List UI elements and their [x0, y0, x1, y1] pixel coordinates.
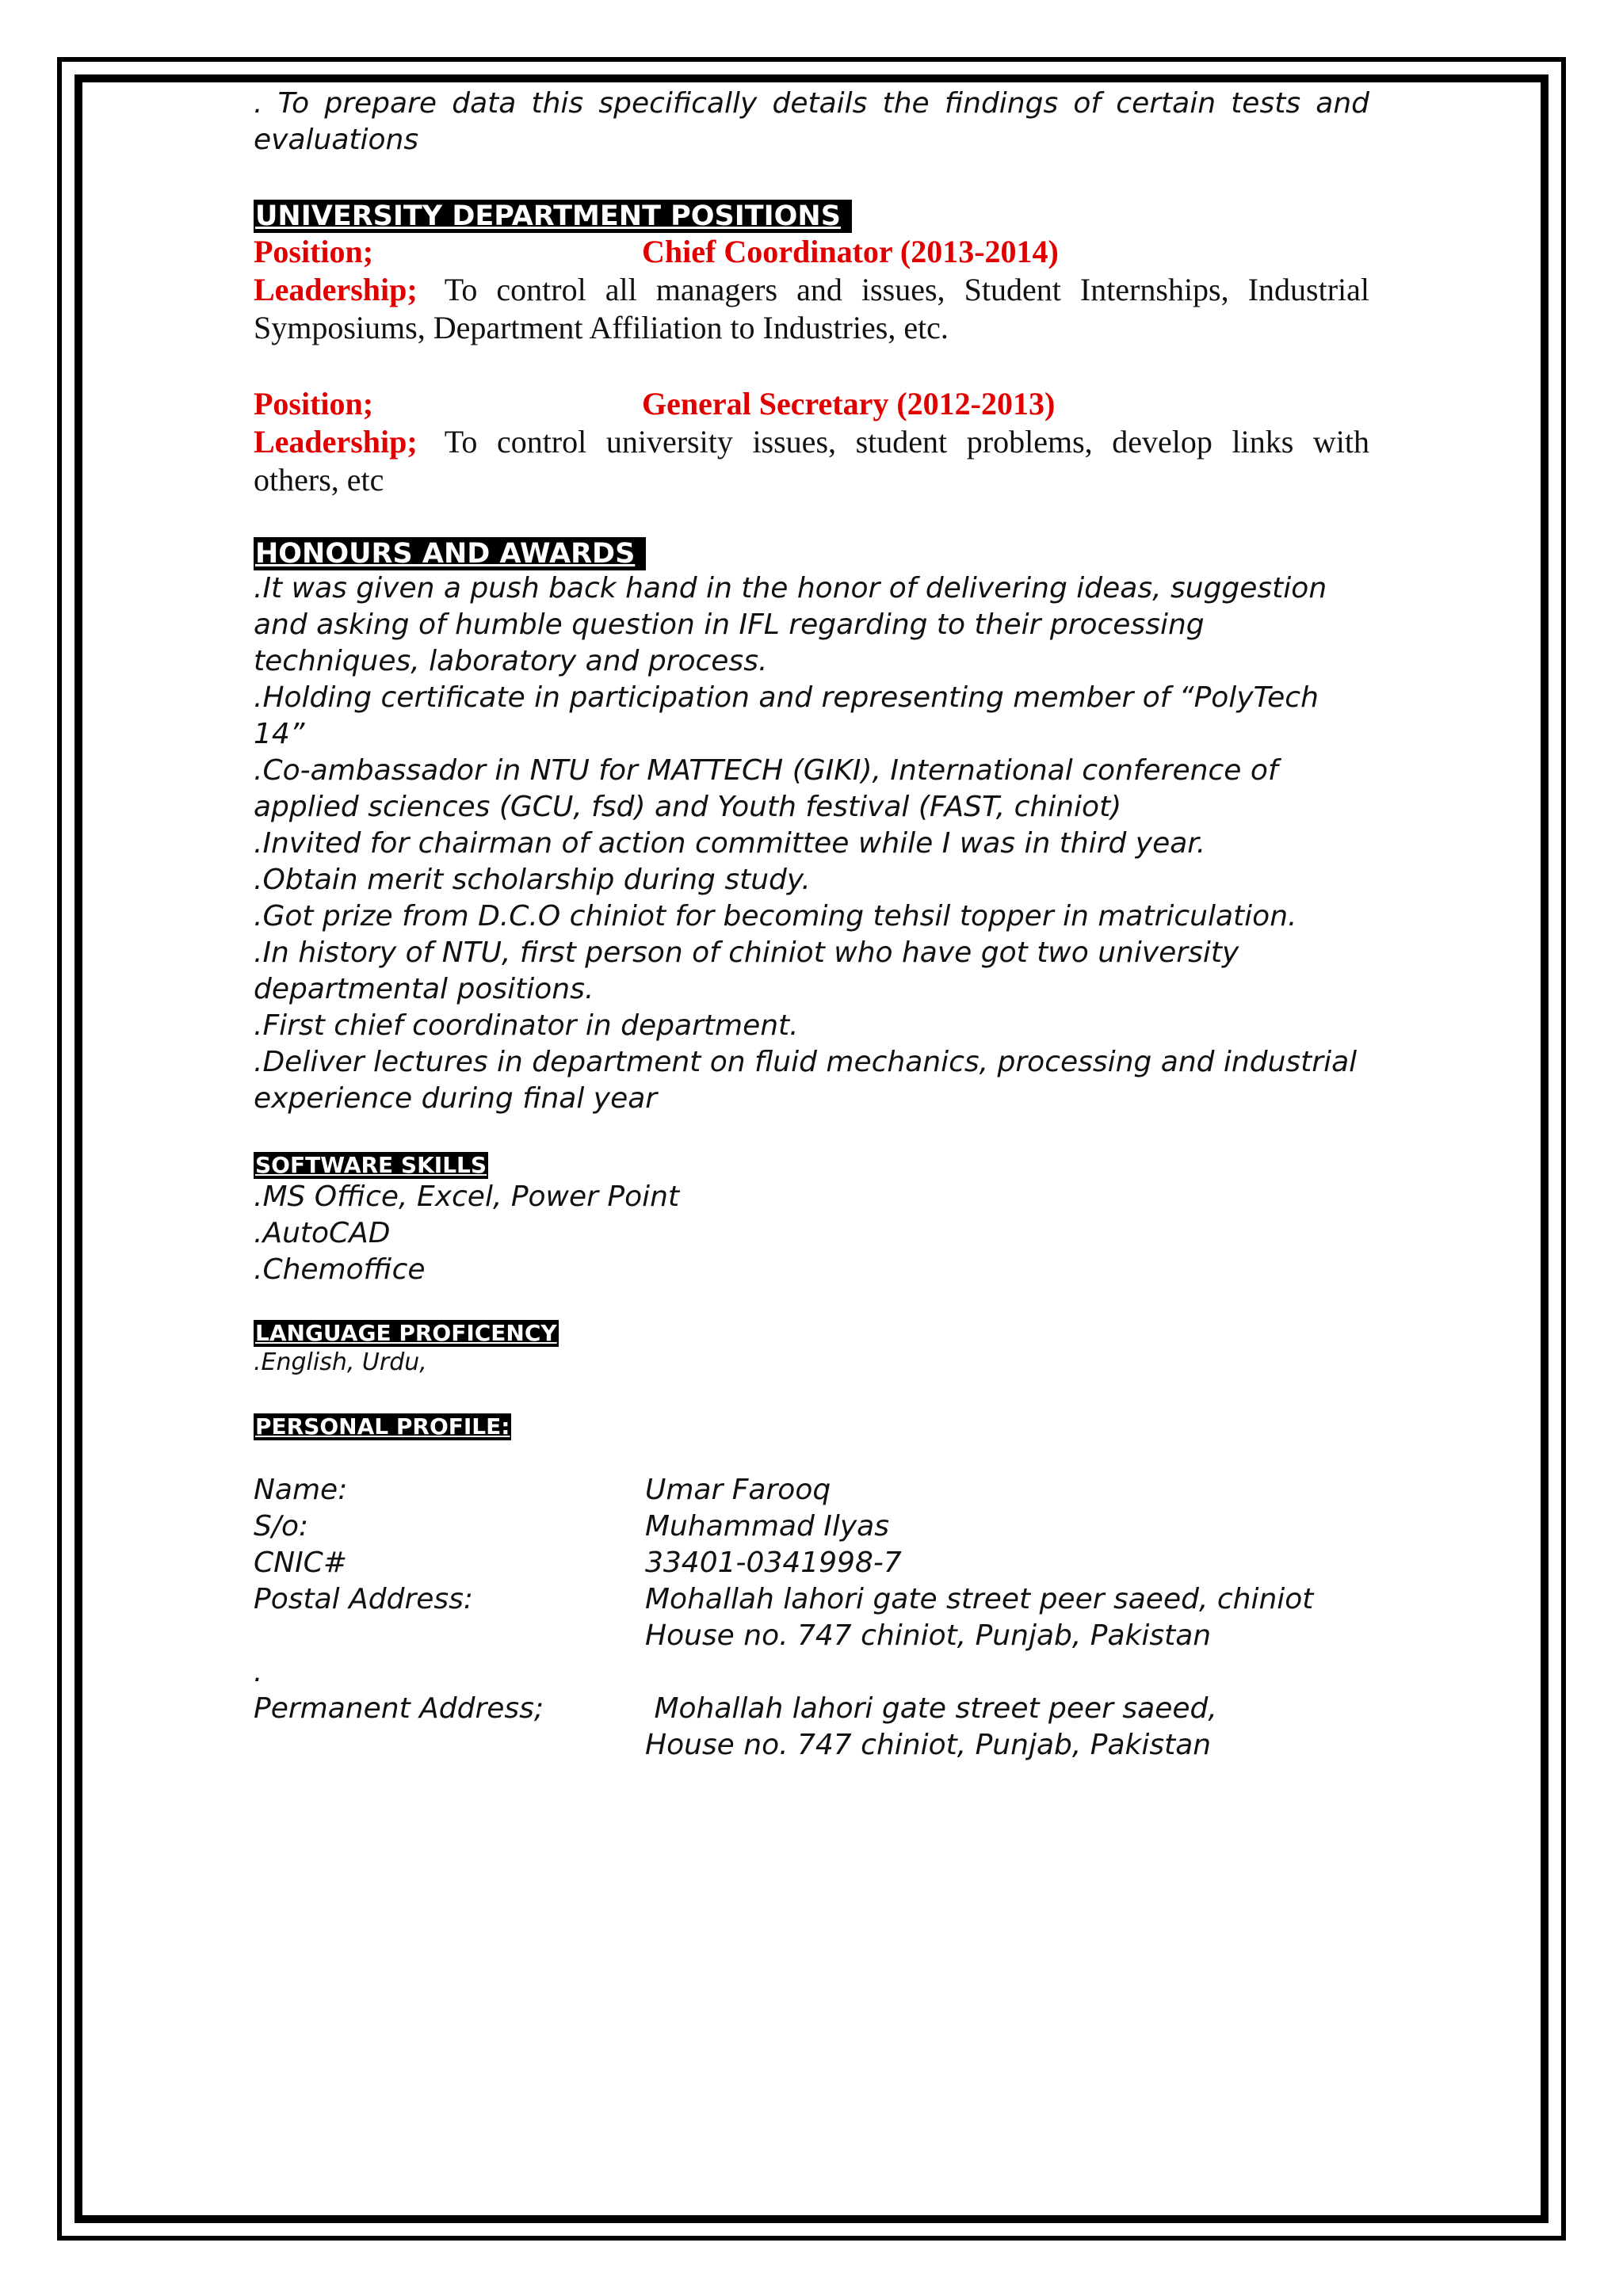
honours-heading: HONOURS AND AWARDS	[254, 537, 646, 570]
honours-line: departmental positions.	[254, 973, 594, 1005]
honours-line: .Holding certificate in participation and representing member of “PolyTech	[254, 681, 1319, 714]
language-heading: LANGUAGE PROFICENCY	[255, 1320, 557, 1346]
honours-line: .In history of NTU, first person of chiniot who have got two university	[254, 936, 1239, 969]
honours-line: .Invited for chairman of action committee while I was in third year.	[254, 827, 1206, 860]
postal-address-line2: House no. 747 chiniot, Punjab, Pakistan	[645, 1619, 1212, 1652]
name-label: Name:	[254, 1474, 348, 1506]
language-text: .English, Urdu,	[254, 1348, 427, 1376]
position-block	[254, 233, 1369, 347]
honours-line: and asking of humble question in IFL regarding to their processing	[254, 608, 1205, 641]
permanent-address-line2: House no. 747 chiniot, Punjab, Pakistan	[645, 1729, 1212, 1761]
honours-line: .Co-ambassador in NTU for MATTECH (GIKI), International conference of	[254, 754, 1278, 787]
university-section	[254, 200, 1369, 499]
honours-line: applied sciences (GCU, fsd) and Youth festival (FAST, chiniot)	[254, 791, 1122, 823]
cnic-label: CNIC#	[254, 1547, 347, 1579]
leadership-label: Leadership;	[254, 424, 418, 460]
leadership-label: Leadership;	[254, 272, 418, 307]
profile-section	[254, 1413, 1369, 1764]
so-value: Muhammad Ilyas	[645, 1510, 889, 1543]
leadership-text: To control university issues, student problems, develop links with others, etc	[254, 424, 1369, 498]
university-heading: UNIVERSITY DEPARTMENT POSITIONS	[254, 200, 852, 233]
profile-row-permanent	[254, 1691, 1369, 1764]
profile-heading: PERSONAL PROFILE:	[255, 1413, 510, 1440]
software-heading: SOFTWARE SKILLS	[255, 1152, 487, 1178]
honours-line: .Obtain merit scholarship during study.	[254, 864, 811, 896]
position-title: General Secretary (2012-2013)	[642, 386, 1056, 421]
position-title: Chief Coordinator (2013-2014)	[642, 234, 1059, 269]
honours-line: experience during final year	[254, 1082, 658, 1115]
profile-row-cnic	[254, 1545, 1369, 1581]
honours-line: .Deliver lectures in department on fluid mechanics, processing and industrial	[254, 1046, 1358, 1078]
honours-line: .It was given a push back hand in the honor of delivering ideas, suggestion	[254, 572, 1327, 605]
permanent-address-label: Permanent Address;	[254, 1692, 544, 1725]
permanent-address-line1: Mohallah lahori gate street peer saeed,	[645, 1692, 1217, 1725]
resume-page	[254, 86, 1369, 1764]
honours-line: .Got prize from D.C.O chiniot for becoming tehsil topper in matriculation.	[254, 900, 1297, 933]
profile-row-name	[254, 1472, 1369, 1508]
postal-address-label: Postal Address:	[254, 1583, 474, 1615]
postal-address-line1: Mohallah lahori gate street peer saeed, chiniot	[645, 1583, 1314, 1615]
intro-paragraph: . To prepare data this specifically details the findings of certain tests and evaluations	[254, 87, 1369, 156]
separator-dot: .	[254, 1656, 263, 1688]
honours-line: 14”	[254, 718, 305, 750]
honours-line: .First chief coordinator in department.	[254, 1009, 799, 1042]
position-label: Position;	[254, 234, 374, 269]
software-item: .AutoCAD	[254, 1217, 391, 1249]
cnic-value: 33401-0341998-7	[645, 1547, 902, 1579]
so-label: S/o:	[254, 1510, 309, 1543]
software-item: .MS Office, Excel, Power Point	[254, 1180, 680, 1213]
position-block	[254, 385, 1369, 499]
leadership-text: To control all managers and issues, Student Internships, Industrial Symposiums, Department Affiliation to Industries, etc.	[254, 272, 1369, 345]
name-value: Umar Farooq	[645, 1474, 831, 1506]
honours-line: techniques, laboratory and process.	[254, 645, 768, 677]
language-section	[254, 1320, 1369, 1379]
software-section	[254, 1152, 1369, 1288]
software-item: .Chemoffice	[254, 1253, 426, 1286]
position-label: Position;	[254, 386, 374, 421]
profile-row-postal	[254, 1581, 1369, 1654]
honours-section	[254, 537, 1369, 1117]
profile-row-so	[254, 1508, 1369, 1545]
